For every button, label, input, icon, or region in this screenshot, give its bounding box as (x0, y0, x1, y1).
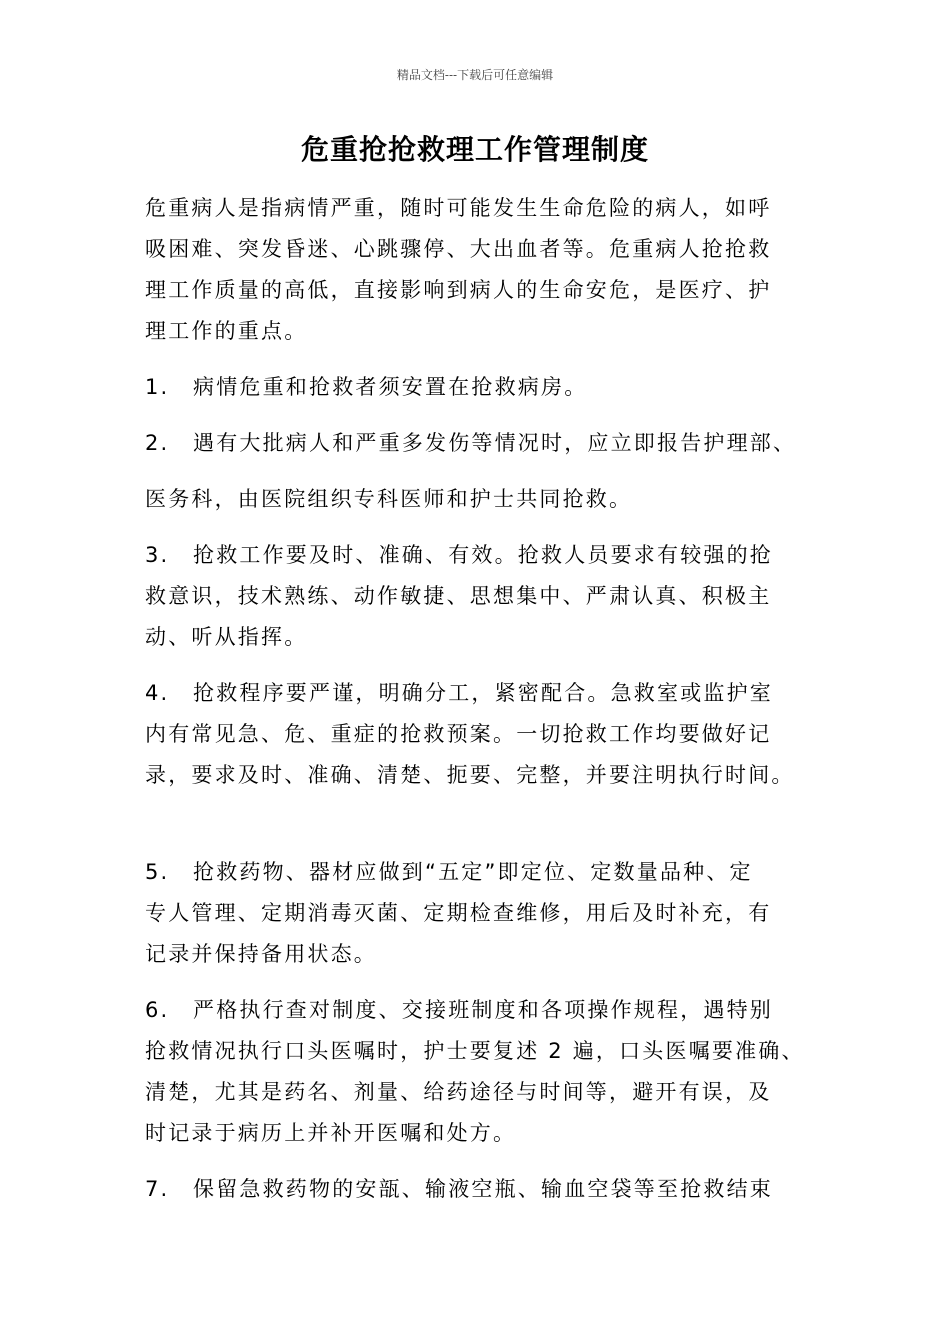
item-number: 4. (145, 681, 170, 705)
document-title: 危重抢抢救理工作管理制度 (300, 133, 649, 166)
item-number: 1. (145, 375, 170, 399)
item-6 (145, 990, 825, 1154)
item-5 (145, 852, 825, 975)
item-line: 医务科，由医院组织专科医师和护士共同抢救。 (145, 487, 633, 511)
item-line: 动、听从指挥。 (145, 625, 308, 649)
item-line: 严格执行查对制度、交接班制度和各项操作规程，遇特别 (193, 998, 773, 1022)
item-line: 记录并保持备用状态。 (145, 942, 377, 966)
item-number: 2. (145, 431, 170, 455)
intro-line: 理工作的重点。 (145, 319, 308, 343)
item-number: 6. (145, 998, 170, 1022)
item-line: 病情危重和抢救者须安置在抢救病房。 (193, 375, 588, 399)
item-number: 7. (145, 1177, 170, 1201)
item-line: 抢救药物、器材应做到“五定”即定位、定数量品种、定 (193, 860, 753, 884)
item-3 (145, 535, 825, 658)
item-2-continued (145, 479, 825, 520)
item-2 (145, 423, 825, 464)
item-7 (145, 1169, 825, 1210)
intro-line: 吸困难、突发昏迷、心跳骤停、大出血者等。危重病人抢抢救 (145, 237, 772, 261)
item-line: 清楚，尤其是药名、剂量、给药途径与时间等，避开有误，及 (145, 1080, 772, 1104)
item-line: 时记录于病历上并补开医嘱和处方。 (145, 1121, 517, 1145)
item-line: 抢救情况执行口头医嘱时，护士要复述 2 遍，口头医嘱要准确、 (145, 1039, 805, 1063)
item-1 (145, 367, 825, 408)
intro-paragraph (145, 188, 825, 352)
item-line: 抢救工作要及时、准确、有效。抢救人员要求有较强的抢 (193, 543, 773, 567)
item-line: 专人管理、定期消毒灭菌、定期检查维修，用后及时补充，有 (145, 901, 772, 925)
item-4 (145, 673, 825, 796)
item-number: 3. (145, 543, 170, 567)
intro-line: 理工作质量的高低，直接影响到病人的生命安危，是医疗、护 (145, 278, 772, 302)
item-line: 遇有大批病人和严重多发伤等情况时，应立即报告护理部、 (193, 431, 797, 455)
item-line: 录，要求及时、准确、清楚、扼要、完整，并要注明执行时间。 (145, 763, 795, 787)
item-line: 救意识，技术熟练、动作敏捷、思想集中、严肃认真、积极主 (145, 584, 772, 608)
item-line: 内有常见急、危、重症的抢救预案。一切抢救工作均要做好记 (145, 722, 772, 746)
item-line: 保留急救药物的安瓿、输液空瓶、输血空袋等至抢救结束 (193, 1177, 773, 1201)
document-body (145, 188, 825, 1210)
header-note: 精品文档---下载后可任意编辑 (396, 68, 554, 82)
item-number: 5. (145, 860, 170, 884)
item-line: 抢救程序要严谨，明确分工，紧密配合。急救室或监护室 (193, 681, 773, 705)
intro-line: 危重病人是指病情严重，随时可能发生生命危险的病人，如呼 (145, 196, 772, 220)
